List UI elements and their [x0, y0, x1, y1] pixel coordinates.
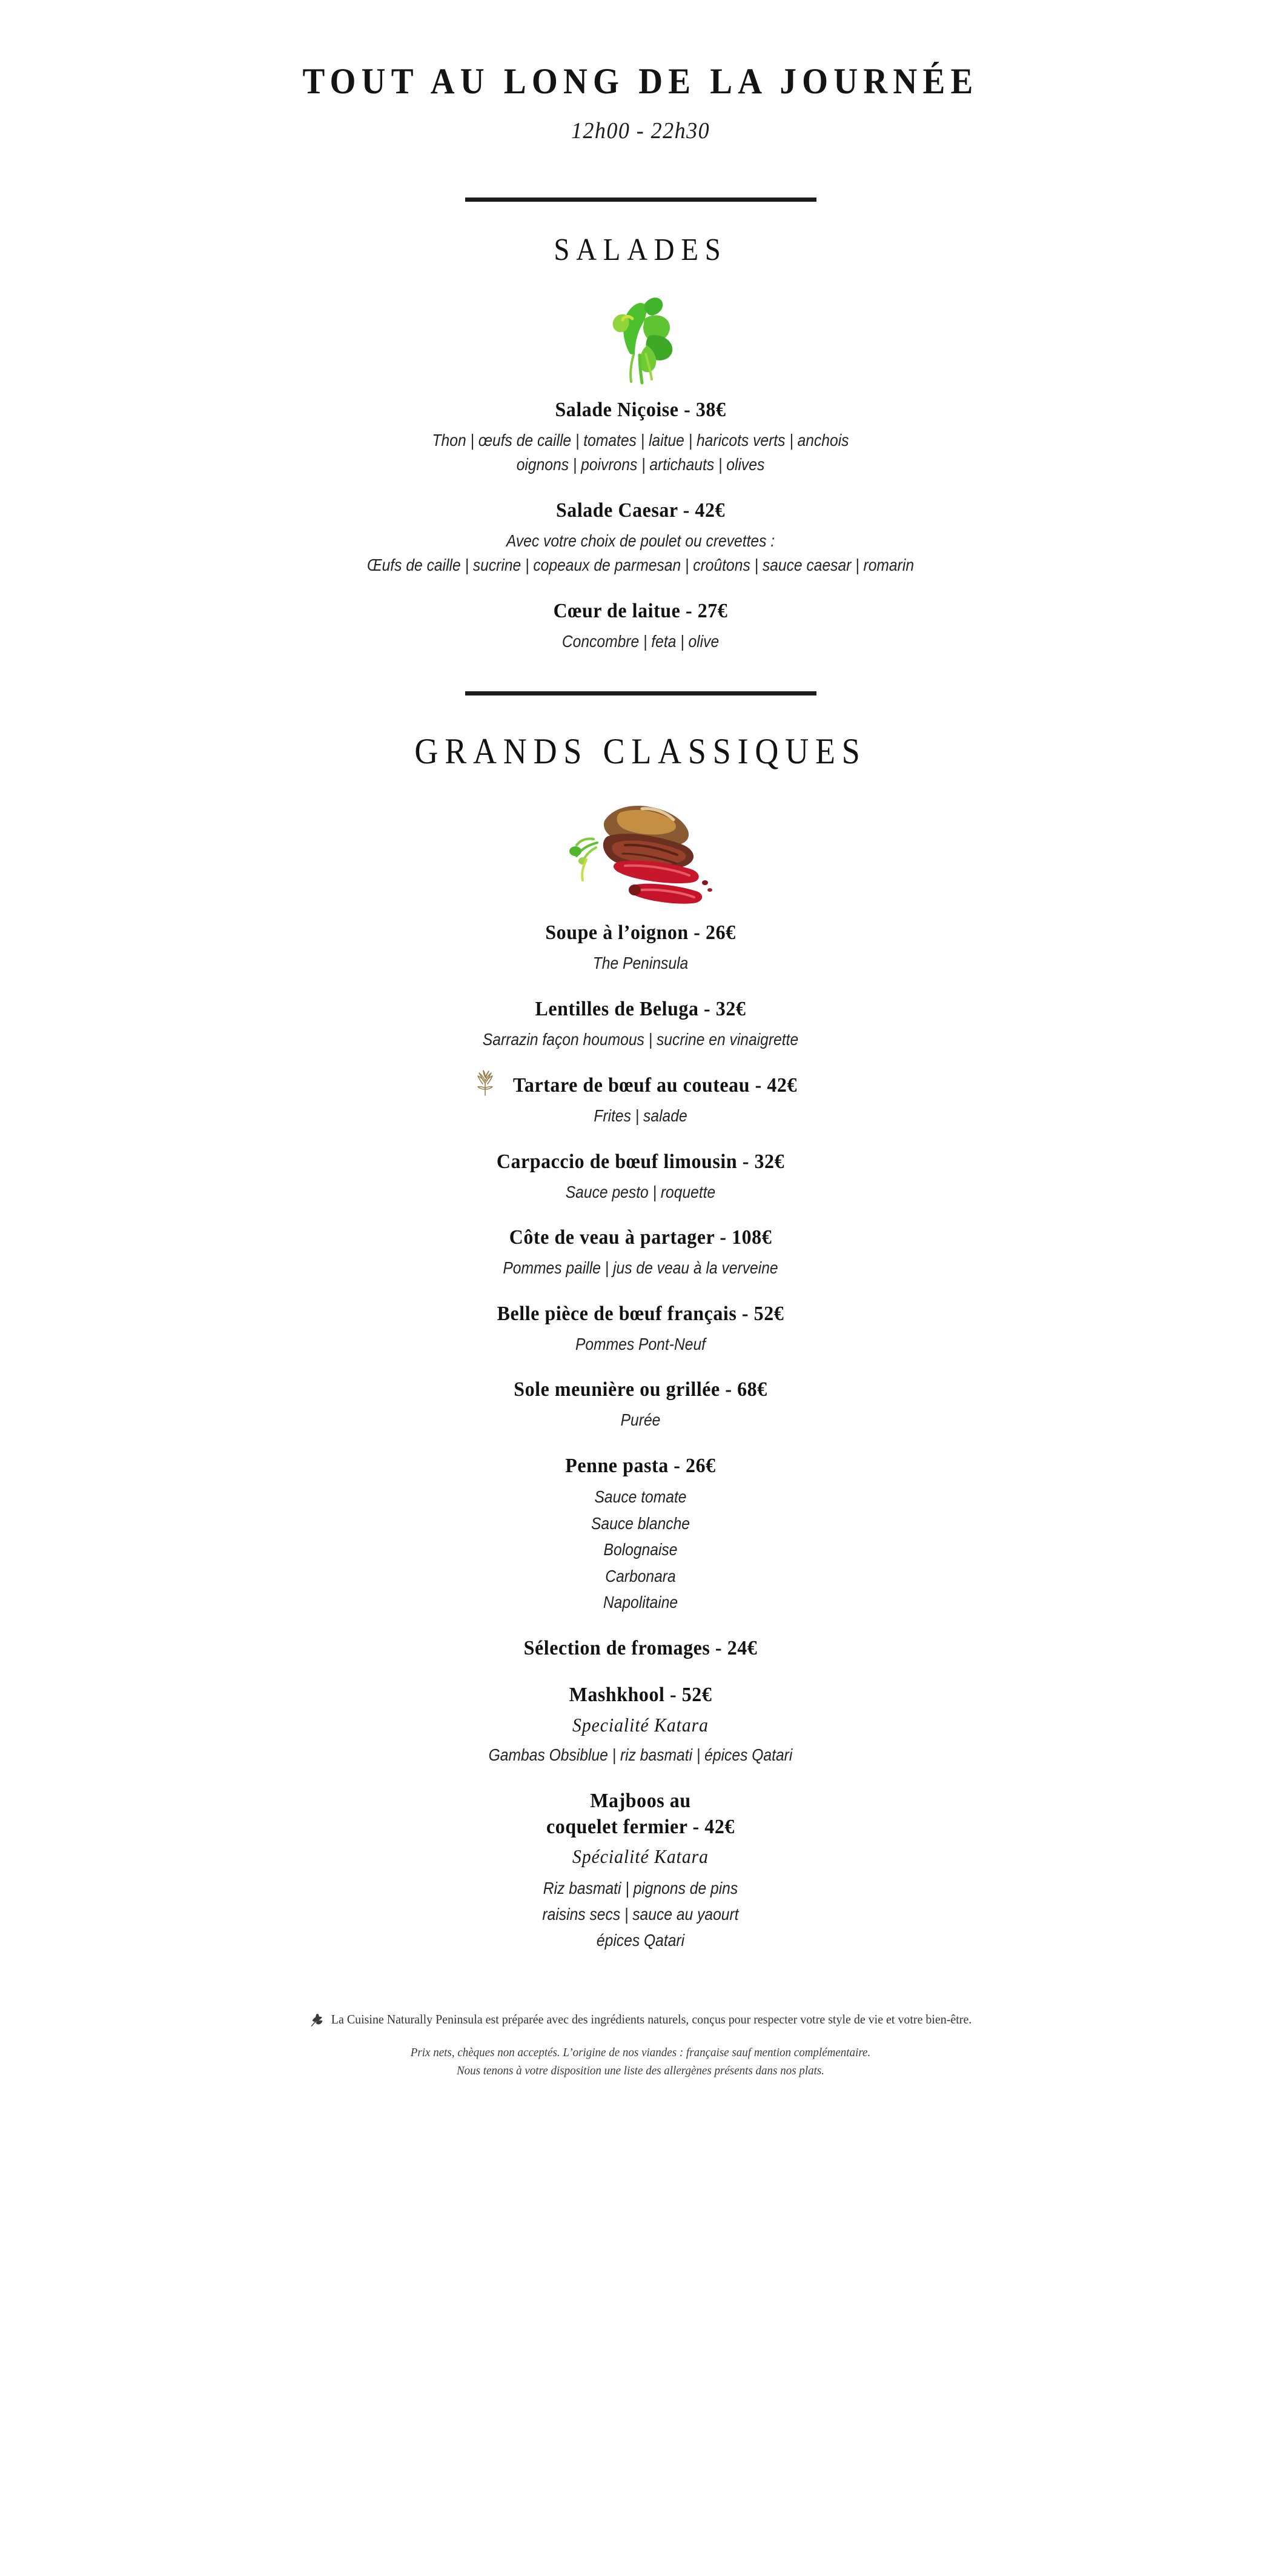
- menu-item: [0, 599, 1281, 654]
- item-name: Penne pasta - 26€: [565, 1454, 716, 1477]
- item-description: [77, 529, 1204, 578]
- legal-note-line: Nous tenons à votre disposition une liste des allergènes présents dans nos plats.: [456, 2063, 825, 2077]
- menu-item: [0, 920, 1281, 975]
- item-description-line: Œufs de caille | sucrine | copeaux de parmesan | croûtons | sauce caesar | romarin: [366, 556, 915, 575]
- item-name: Soupe à l’oignon - 26€: [545, 921, 736, 944]
- menu-item: [0, 1072, 1281, 1129]
- steak-illustration: [562, 787, 720, 908]
- menu-item: [0, 997, 1281, 1052]
- page-title: TOUT AU LONG DE LA JOURNÉE: [302, 61, 979, 101]
- section-divider-middle: [465, 691, 816, 695]
- section-salades: [0, 232, 1281, 654]
- leaf-icon: [309, 2012, 325, 2028]
- item-name: Carpaccio de bœuf limousin - 32€: [496, 1150, 785, 1173]
- leaf-icon: [475, 1070, 495, 1097]
- section-grands-classiques: [0, 731, 1281, 1953]
- item-description: [77, 1027, 1204, 1052]
- page-footer: [0, 2012, 1281, 2116]
- arugula-illustration: [586, 282, 695, 385]
- menu-item: [0, 1377, 1281, 1432]
- item-description-line: raisins secs | sauce au yaourt: [542, 1905, 739, 1924]
- menu-item: [0, 1301, 1281, 1356]
- item-description-line: Riz basmati | pignons de pins: [543, 1878, 738, 1897]
- item-description-line: Napolitaine: [603, 1592, 678, 1612]
- item-description-line: Sarrazin façon houmous | sucrine en vinaigrette: [482, 1029, 799, 1049]
- section-divider-top: [465, 198, 816, 202]
- menu-item: [0, 1682, 1281, 1768]
- item-description: [77, 1743, 1204, 1768]
- item-description: [77, 629, 1204, 654]
- item-specialty-label: Spécialité Katara: [572, 1845, 709, 1868]
- salades-item-list: [0, 397, 1281, 654]
- item-name: Sélection de fromages - 24€: [523, 1637, 758, 1660]
- item-name: Salade Niçoise - 38€: [555, 399, 726, 421]
- item-description-line: Avec votre choix de poulet ou crevettes :: [506, 531, 775, 550]
- item-description-line: Pommes paille | jus de veau à la verveine: [503, 1258, 778, 1278]
- menu-item: [0, 1636, 1281, 1662]
- naturally-peninsula-note: [32, 2012, 1249, 2028]
- menu-item: [0, 1225, 1281, 1280]
- menu-item: [0, 1453, 1281, 1616]
- item-description: [77, 1104, 1204, 1129]
- item-description-line: Pommes Pont-Neuf: [575, 1334, 706, 1353]
- item-description-line: Frites | salade: [594, 1106, 687, 1126]
- item-description: [77, 428, 1204, 477]
- service-hours: 12h00 - 22h30: [571, 118, 710, 144]
- item-name: Belle pièce de bœuf français - 52€: [497, 1302, 784, 1325]
- legal-note: [32, 2043, 1249, 2080]
- naturally-peninsula-text: La Cuisine Naturally Peninsula est préparée avec des ingrédients naturels, conçus pour respecter votre style de vie et votre bien-être.: [331, 2012, 972, 2027]
- item-description-line: Gambas Obsiblue | riz basmati | épices Qatari: [488, 1745, 793, 1765]
- item-name: Salade Caesar - 42€: [555, 499, 726, 522]
- item-description: [77, 1484, 1204, 1615]
- section-title-grands-classiques: GRANDS CLASSIQUES: [414, 731, 867, 772]
- item-description-line: The Peninsula: [592, 954, 689, 973]
- item-name-second-line: coquelet fermier - 42€: [546, 1815, 735, 1838]
- item-name: Cœur de laitue - 27€: [553, 600, 728, 623]
- item-name: Majboos au: [590, 1789, 691, 1812]
- item-description-line: Bolognaise: [603, 1540, 678, 1559]
- item-name: Côte de veau à partager - 108€: [509, 1226, 772, 1249]
- item-name: Tartare de bœuf au couteau - 42€: [512, 1074, 798, 1097]
- item-name-row: [0, 1072, 1281, 1099]
- menu-item: [0, 397, 1281, 477]
- item-description-line: oignons | poivrons | artichauts | olives: [516, 455, 765, 474]
- item-description-line: Sauce pesto | roquette: [565, 1182, 716, 1201]
- section-title-salades: SALADES: [554, 233, 727, 267]
- menu-item: [0, 1788, 1281, 1954]
- item-description-line: Purée: [620, 1410, 661, 1429]
- item-description-line: Thon | œufs de caille | tomates | laitue | haricots verts | anchois: [432, 430, 849, 450]
- item-name: Lentilles de Beluga - 32€: [535, 997, 746, 1020]
- item-specialty-label: Specialité Katara: [572, 1714, 709, 1736]
- item-name: Sole meunière ou grillée - 68€: [514, 1378, 767, 1401]
- item-description: [77, 1256, 1204, 1281]
- item-name: Mashkhool - 52€: [569, 1684, 712, 1707]
- item-description-line: Concombre | feta | olive: [561, 631, 720, 651]
- item-description: [77, 951, 1204, 976]
- menu-item: [0, 498, 1281, 578]
- legal-note-line: Prix nets, chèques non acceptés. L’origine de nos viandes : française sauf mention complémentaire.: [410, 2045, 871, 2059]
- item-description: [77, 1332, 1204, 1357]
- item-description: [77, 1180, 1204, 1205]
- item-description-line: épices Qatari: [596, 1931, 685, 1950]
- menu-item: [0, 1149, 1281, 1204]
- item-description-line: Carbonara: [605, 1566, 676, 1585]
- item-description: [77, 1408, 1204, 1433]
- item-description: [77, 1875, 1204, 1954]
- grands-classiques-item-list: [0, 920, 1281, 1953]
- item-description-line: Sauce tomate: [594, 1487, 687, 1507]
- item-description-line: Sauce blanche: [591, 1513, 690, 1533]
